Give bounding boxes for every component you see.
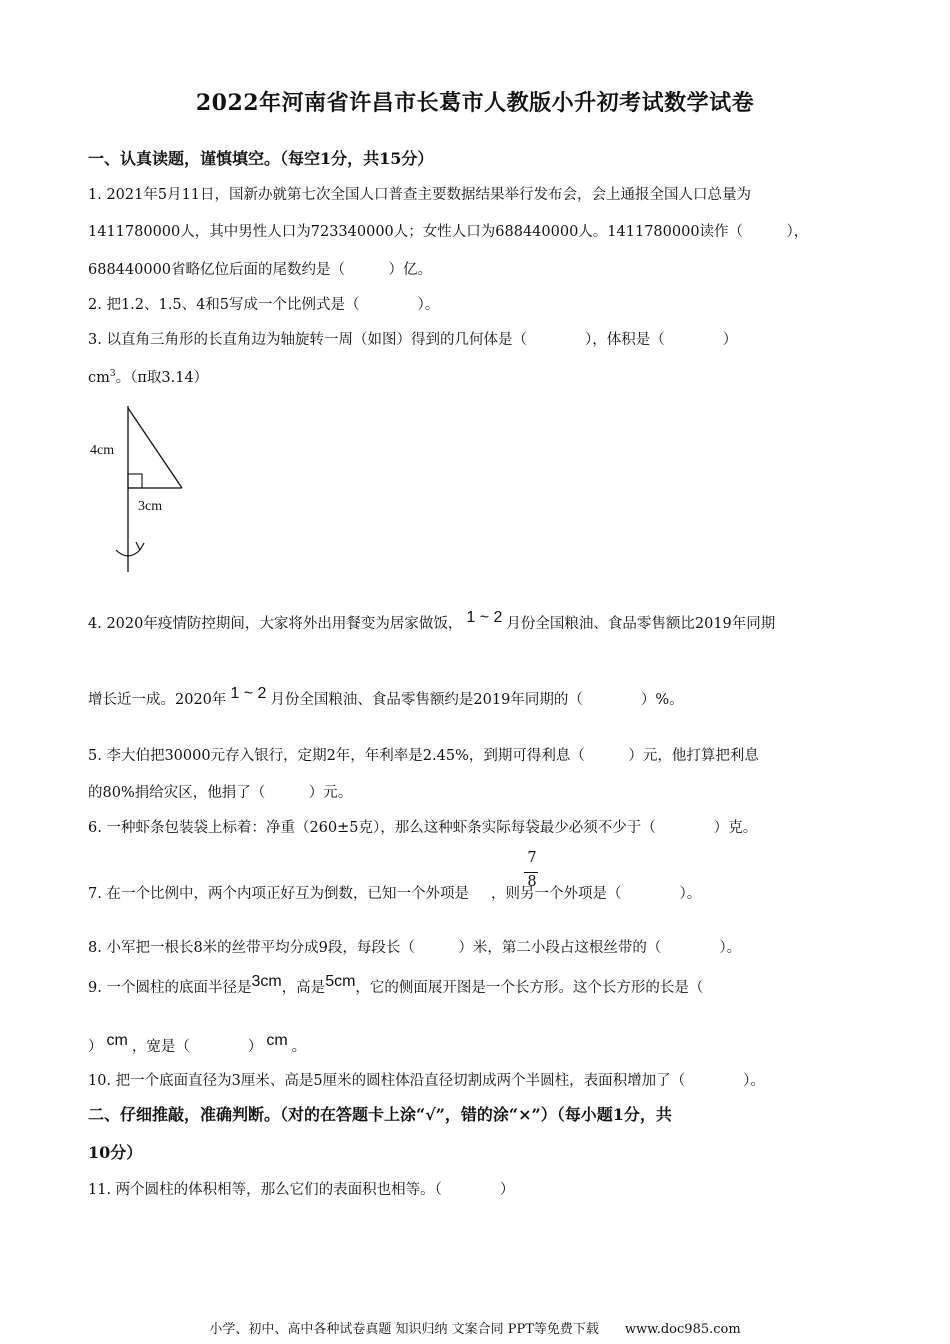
q9-line1: 9. 一个圆柱的底面半径是3cm，高是5cm，它的侧面展开图是一个长方形。这个长方形的长是（: [88, 973, 704, 996]
page-footer: 小学、初中、高中各种试卷真题 知识归纳 文案合同 PPT等免费下载 www.doc985.com: [209, 1322, 741, 1337]
page-title: 2022年河南省许昌市长葛市人教版小升初考试数学试卷: [195, 90, 755, 116]
q9-line2: ） cm ，宽是（ ） cm 。: [88, 1032, 307, 1055]
section2-heading-line1: 二、仔细推敲，准确判断。（对的在答题卡上涂“√”，错的涂“×”）（每小题1分，共: [88, 1105, 672, 1124]
section1-heading: 一、认真读题，谨慎填空。（每空1分，共15分）: [88, 149, 434, 168]
figure-label-base: 3cm: [138, 499, 163, 514]
q3-line2: [88, 366, 208, 387]
q1-line2: 1411780000人，其中男性人口为723340000人；女性人口为688440000人。1411780000读作（ ），: [88, 224, 809, 240]
q7-denominator: 8: [527, 874, 537, 890]
q4-range-1: 1 ~ 2: [466, 609, 503, 626]
q9-unit-2: cm: [266, 1032, 288, 1049]
q5-line2: 的80%捐给灾区，他捐了（ ）元。: [88, 785, 353, 801]
q4-line2: 增长近一成。2020年 1 ~ 2 月份全国粮油、食品零售额约是2019年同期的（ ）%。: [88, 685, 684, 708]
q6-line1: 6. 一种虾条包装袋上标着：净重（260±5克），那么这种虾条实际每袋最少必须不少于（ ）克。: [88, 820, 758, 836]
q1-line1: 1. 2021年5月11日，国新办就第七次全国人口普查主要数据结果举行发布会，会上通报全国人口总量为: [88, 187, 752, 203]
q1-line3: 688440000省略亿位后面的尾数约是（ ）亿。: [88, 262, 433, 278]
q9-unit-1: cm: [106, 1032, 128, 1049]
q9-height: 5cm: [325, 973, 356, 990]
q10-line1: 10. 把一个底面直径为3厘米、高是5厘米的圆柱体沿直径切割成两个半圆柱，表面积增加了（ ）。: [88, 1073, 765, 1089]
q4-range-2: 1 ~ 2: [230, 685, 267, 702]
q3-line1: 3. 以直角三角形的长直角边为轴旋转一周（如图）得到的几何体是（ ），体积是（ ）: [88, 332, 738, 348]
figure-label-height: 4cm: [90, 443, 115, 458]
q5-line1: 5. 李大伯把30000元存入银行，定期2年，年利率是2.45%，到期可得利息（ ）元，他打算把利息: [88, 748, 759, 764]
section2-heading-line2: 10分）: [88, 1143, 143, 1162]
q2-line1: 2. 把1.2、1.5、4和5写成一个比例式是（ ）。: [88, 297, 440, 313]
q7-fraction: [523, 850, 541, 890]
q8-line1: 8. 小军把一根长8米的丝带平均分成9段，每段长（ ）米，第二小段占这根丝带的（ ）。: [88, 940, 742, 956]
q11-line1: 11. 两个圆柱的体积相等，那么它们的表面积也相等。（ ）: [88, 1182, 515, 1198]
q3-pi-note: 。（π取3.14）: [115, 370, 209, 386]
q4-line1: 4. 2020年疫情防控期间，大家将外出用餐变为居家做饭， 1 ~ 2 月份全国粮油、食品零售额比2019年同期: [88, 609, 776, 632]
triangle-rotation-figure: [86, 400, 196, 575]
q7-line1: 7. 在一个比例中，两个内项正好互为倒数，已知一个外项是 ，则另一个外项是（ ）。: [88, 886, 702, 902]
q7-numerator: 7: [527, 850, 537, 866]
q7-fraction-bar: [524, 872, 538, 873]
q3-unit: cm: [88, 370, 110, 386]
q3-unit-exponent: 3: [109, 369, 116, 380]
q9-radius: 3cm: [251, 973, 282, 990]
